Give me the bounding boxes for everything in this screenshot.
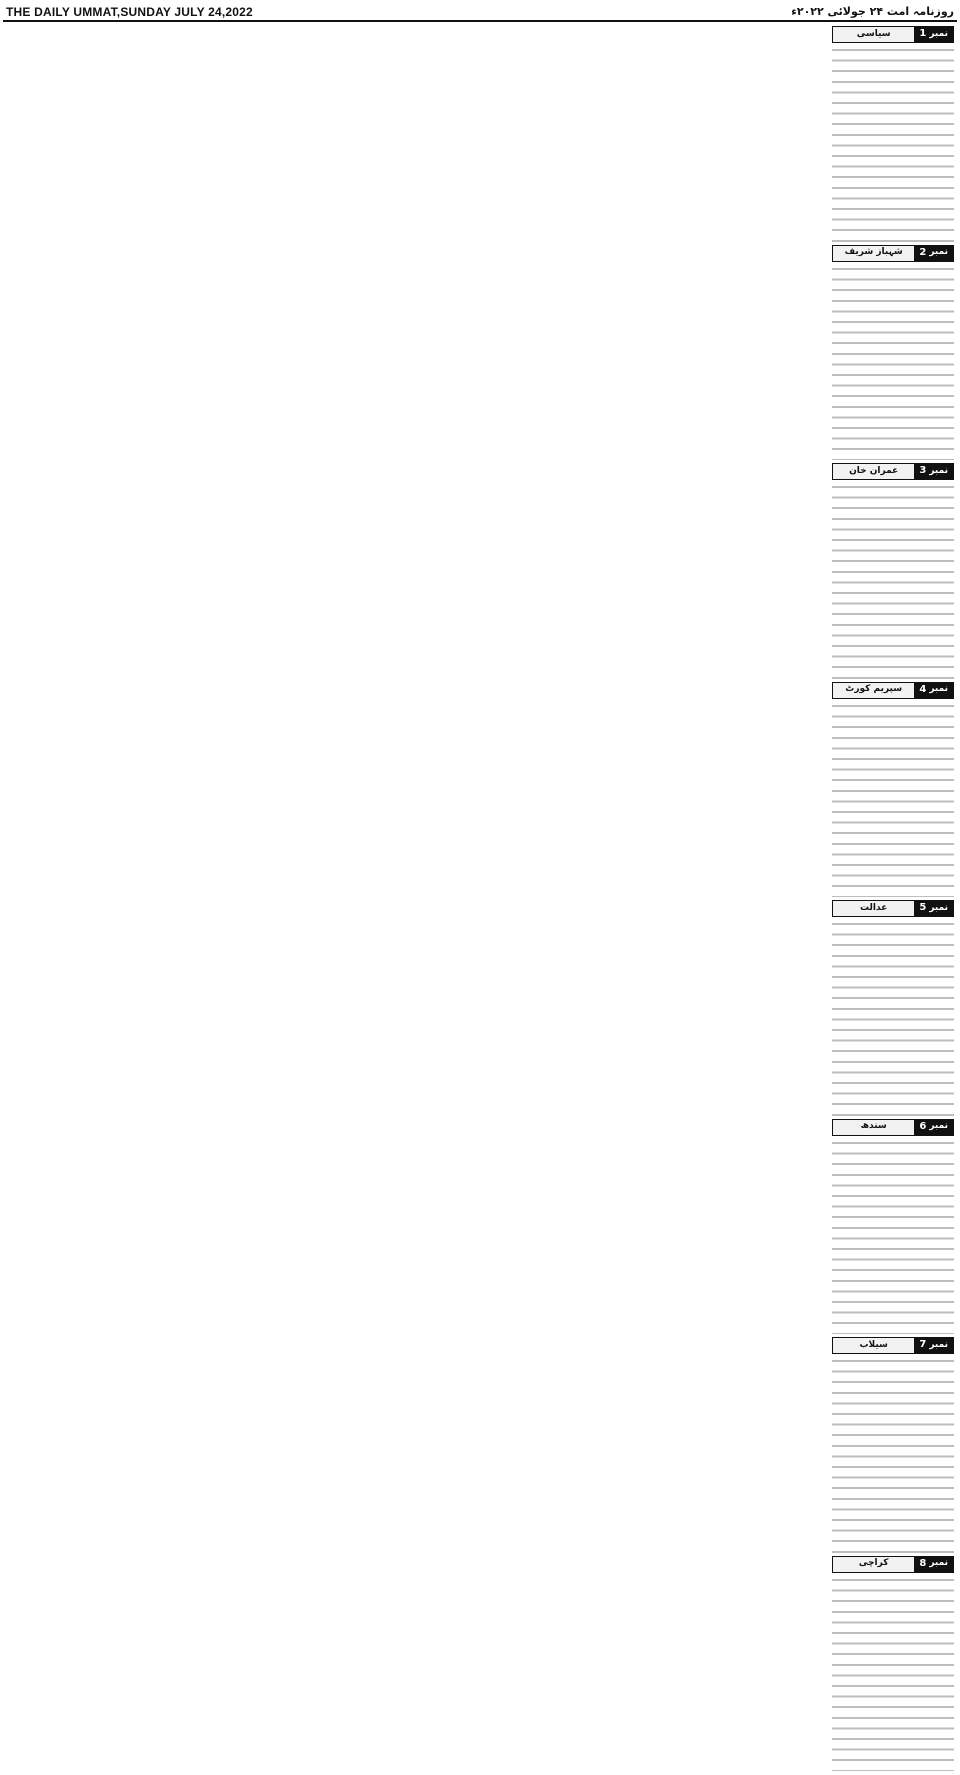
number-label: نمبر [929, 1339, 948, 1350]
news-item-header [832, 463, 954, 480]
number-label: نمبر [929, 684, 948, 695]
news-item-body [832, 1573, 954, 1772]
news-item [832, 245, 954, 461]
news-item-number [914, 683, 953, 698]
news-item-title: عمران خان [833, 464, 914, 479]
number-value: 7 [919, 1339, 927, 1351]
news-item-header [832, 900, 954, 917]
number-value: 5 [919, 902, 927, 914]
masthead-urdu-dateline: روزنامہ امت ۲۴ جولائی ۲۰۲۲ء [791, 5, 954, 19]
number-value: 1 [919, 28, 927, 40]
news-item-body [832, 480, 954, 679]
news-item-body [832, 262, 954, 461]
news-item-body [832, 43, 954, 242]
news-item-body [832, 699, 954, 898]
news-item-header [832, 682, 954, 699]
news-item [832, 900, 954, 1116]
news-item-number [914, 1338, 953, 1353]
news-item-number [914, 1557, 953, 1572]
news-item-header [832, 26, 954, 43]
news-item-number [914, 901, 953, 916]
number-label: نمبر [929, 28, 948, 39]
news-item [832, 26, 954, 242]
news-item-header [832, 1337, 954, 1354]
number-value: 6 [919, 1120, 927, 1132]
news-item-title: سیاسی [833, 27, 914, 42]
news-column [829, 26, 957, 1771]
number-value: 3 [919, 465, 927, 477]
news-item-number [914, 464, 953, 479]
news-item-title: سیلاب [833, 1338, 914, 1353]
news-item-title: سپریم کورٹ [833, 683, 914, 698]
news-item [832, 1337, 954, 1553]
news-item-header [832, 245, 954, 262]
news-item [832, 682, 954, 898]
number-value: 2 [919, 246, 927, 258]
columns-container [3, 26, 957, 1771]
number-label: نمبر [929, 465, 948, 476]
news-item-title: شہباز شریف [833, 246, 914, 261]
news-item-title: سندھ [833, 1120, 914, 1135]
news-item-header [832, 1556, 954, 1573]
news-item-number [914, 27, 953, 42]
news-item-body [832, 917, 954, 1116]
number-label: نمبر [929, 902, 948, 913]
number-value: 4 [919, 683, 927, 695]
masthead-english-dateline: THE DAILY UMMAT,SUNDAY JULY 24,2022 [6, 4, 253, 19]
number-value: 8 [919, 1557, 927, 1569]
news-item-body [832, 1136, 954, 1335]
news-item [832, 463, 954, 679]
news-item [832, 1119, 954, 1335]
news-item-number [914, 246, 953, 261]
number-label: نمبر [929, 247, 948, 258]
masthead [3, 4, 957, 22]
news-item-body [832, 1354, 954, 1553]
news-item-header [832, 1119, 954, 1136]
number-label: نمبر [929, 1558, 948, 1569]
news-item [832, 1556, 954, 1772]
news-item-number [914, 1120, 953, 1135]
number-label: نمبر [929, 1121, 948, 1132]
news-item-title: کراچی [833, 1557, 914, 1572]
news-item-title: عدالت [833, 901, 914, 916]
